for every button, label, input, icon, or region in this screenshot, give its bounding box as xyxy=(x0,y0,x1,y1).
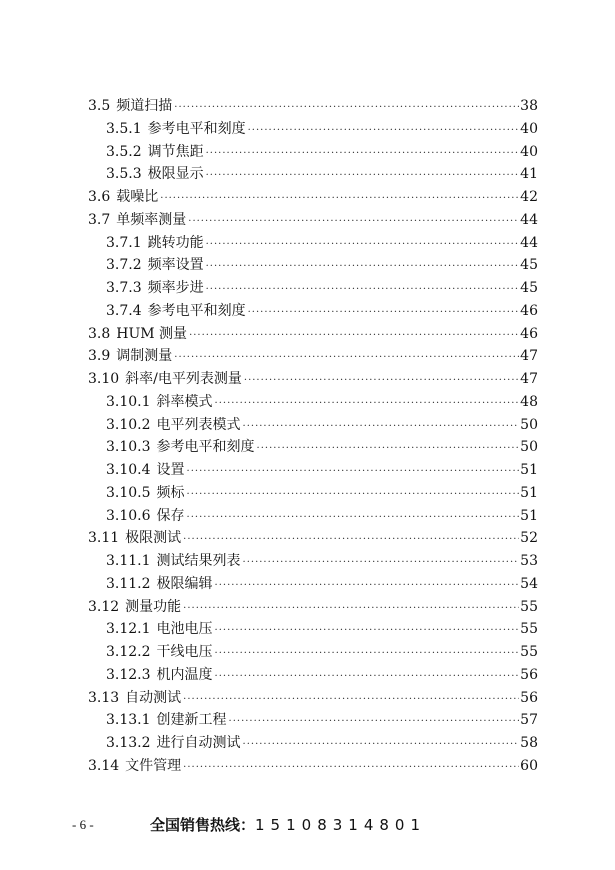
dot-leader xyxy=(243,734,520,757)
dot-leader xyxy=(215,643,520,666)
toc-entry-page: 50 xyxy=(520,416,538,433)
toc-entry-page: 50 xyxy=(520,439,538,456)
dot-leader xyxy=(215,575,520,598)
toc-entry-number: 3.5.1 xyxy=(106,120,142,137)
toc-entry-number: 3.10.1 xyxy=(106,393,151,410)
toc-entry xyxy=(88,141,538,164)
toc-entry-number: 3.7 xyxy=(88,211,111,228)
toc-entry-number: 3.10.2 xyxy=(106,416,151,433)
toc-entry-page: 60 xyxy=(520,757,538,774)
toc-entry xyxy=(88,664,538,687)
toc-entry-title: 干线电压 xyxy=(156,644,213,660)
toc-entry-page: 56 xyxy=(520,689,538,706)
toc-entry-page: 47 xyxy=(520,371,538,387)
toc-entry xyxy=(88,300,538,323)
toc-entry-page: 51 xyxy=(520,507,538,524)
dot-leader xyxy=(183,529,519,552)
toc-entry-page: 38 xyxy=(520,98,538,114)
toc-entry-title: 设置 xyxy=(156,462,185,478)
toc-entry-title: 文件管理 xyxy=(125,757,182,774)
toc-entry xyxy=(88,345,538,368)
toc-entry-number: 3.14 xyxy=(88,757,120,774)
toc-entry xyxy=(88,482,538,505)
dot-leader xyxy=(188,211,519,234)
toc-entry xyxy=(88,436,538,459)
toc-entry xyxy=(88,323,538,346)
toc-entry-page: 48 xyxy=(520,393,538,410)
page-footer xyxy=(0,815,615,835)
dot-leader xyxy=(243,552,520,575)
toc-entry-page: 40 xyxy=(520,143,538,160)
toc-entry-title: 自动测试 xyxy=(125,689,182,706)
toc-entry-number: 3.10.4 xyxy=(106,462,151,478)
toc-entry-number: 3.7.3 xyxy=(106,280,142,296)
toc-entry xyxy=(88,618,538,641)
toc-entry-page: 40 xyxy=(520,120,538,137)
toc-entry xyxy=(88,209,538,232)
toc-entry-number: 3.11.2 xyxy=(106,575,151,592)
toc-entry-title: 调制测量 xyxy=(116,348,173,365)
toc-entry xyxy=(88,732,538,755)
toc-entry-page: 46 xyxy=(520,302,538,319)
toc-entry-number: 3.5 xyxy=(88,98,111,114)
dot-leader xyxy=(243,416,520,439)
toc-entry-number: 3.9 xyxy=(88,348,111,365)
toc-entry-number: 3.12.2 xyxy=(106,644,151,660)
toc-entry-title: 机内温度 xyxy=(156,666,213,683)
dot-leader xyxy=(206,234,520,257)
toc-entry xyxy=(88,254,538,277)
dot-leader xyxy=(183,689,519,712)
toc-entry-title: 频道扫描 xyxy=(116,98,173,114)
toc-entry-page: 57 xyxy=(520,712,538,729)
toc-entry-number: 3.10.6 xyxy=(106,507,151,524)
toc-entry-title: 斜率/电平列表测量 xyxy=(125,371,242,387)
toc-entry-title: 创建新工程 xyxy=(156,712,227,729)
sales-hotline xyxy=(150,815,426,835)
toc-entry-page: 51 xyxy=(520,462,538,478)
dot-leader xyxy=(215,393,520,416)
toc-entry-title: 斜率模式 xyxy=(156,393,213,410)
dot-leader xyxy=(206,279,520,302)
toc-entry-number: 3.13.1 xyxy=(106,712,151,729)
toc-entry-number: 3.11.1 xyxy=(106,553,151,569)
toc-entry-page: 56 xyxy=(520,666,538,683)
dot-leader xyxy=(229,711,520,734)
dot-leader xyxy=(160,188,519,211)
toc-entry xyxy=(88,573,538,596)
toc-entry-title: 进行自动测试 xyxy=(156,735,241,751)
toc-entry xyxy=(88,414,538,437)
toc-entry-number: 3.10.5 xyxy=(106,484,151,501)
toc-entry xyxy=(88,95,538,118)
toc-entry-title: 极限测试 xyxy=(125,530,182,547)
dot-leader xyxy=(187,461,520,484)
dot-leader xyxy=(206,165,520,188)
page-number: - 6 - xyxy=(72,817,94,832)
toc-entry-number: 3.12.1 xyxy=(106,621,151,638)
toc-entry xyxy=(88,186,538,209)
toc-entry-number: 3.5.2 xyxy=(106,143,142,160)
toc-entry-page: 55 xyxy=(520,598,538,615)
toc-entry-page: 55 xyxy=(520,621,538,638)
toc-entry-number: 3.10 xyxy=(88,371,120,387)
hotline-number: 15108314801 xyxy=(255,816,426,834)
toc-entry xyxy=(88,596,538,619)
dot-leader xyxy=(183,757,519,780)
dot-leader xyxy=(215,620,520,643)
toc-entry xyxy=(88,505,538,528)
toc-entry-number: 3.13.2 xyxy=(106,735,151,751)
toc-entry xyxy=(88,368,538,391)
toc-entry-title: 跳转功能 xyxy=(147,234,204,251)
toc-entry-page: 42 xyxy=(520,189,538,205)
toc-entry-number: 3.11 xyxy=(88,530,120,547)
table-of-contents xyxy=(88,95,538,778)
dot-leader xyxy=(248,120,520,143)
toc-entry-number: 3.6 xyxy=(88,189,111,205)
toc-entry-title: 频率步进 xyxy=(147,280,204,296)
toc-entry-title: 极限显示 xyxy=(147,166,204,183)
toc-entry-number: 3.8 xyxy=(88,325,111,342)
dot-leader xyxy=(183,598,519,621)
dot-leader xyxy=(206,143,520,166)
toc-entry xyxy=(88,641,538,664)
toc-entry-number: 3.5.3 xyxy=(106,166,142,183)
dot-leader xyxy=(257,438,520,461)
toc-entry-number: 3.10.3 xyxy=(106,439,151,456)
dot-leader xyxy=(174,97,519,120)
toc-entry-number: 3.13 xyxy=(88,689,120,706)
dot-leader xyxy=(206,256,520,279)
toc-entry xyxy=(88,118,538,141)
toc-entry-number: 3.12 xyxy=(88,598,120,615)
toc-entry-page: 51 xyxy=(520,484,538,501)
toc-entry-page: 47 xyxy=(520,348,538,365)
toc-entry-title: HUM 测量 xyxy=(116,325,188,342)
toc-entry-page: 52 xyxy=(520,530,538,547)
toc-entry-page: 46 xyxy=(520,325,538,342)
toc-entry xyxy=(88,391,538,414)
dot-leader xyxy=(187,507,520,530)
toc-entry-title: 电平列表模式 xyxy=(156,416,241,433)
toc-entry-page: 44 xyxy=(520,211,538,228)
dot-leader xyxy=(174,347,519,370)
toc-entry-title: 频率设置 xyxy=(147,257,204,274)
hotline-label: 全国销售热线： xyxy=(150,816,256,834)
toc-entry-title: 载噪比 xyxy=(116,189,159,205)
toc-entry-number: 3.7.2 xyxy=(106,257,142,274)
toc-entry-page: 45 xyxy=(520,257,538,274)
toc-entry-page: 54 xyxy=(520,575,538,592)
toc-entry xyxy=(88,709,538,732)
toc-entry xyxy=(88,755,538,778)
toc-entry-title: 参考电平和刻度 xyxy=(156,439,255,456)
toc-entry-title: 单频率测量 xyxy=(116,211,187,228)
toc-entry-title: 参考电平和刻度 xyxy=(147,120,246,137)
toc-entry xyxy=(88,277,538,300)
toc-entry-title: 测量功能 xyxy=(125,598,182,615)
toc-entry-title: 调节焦距 xyxy=(147,143,204,160)
toc-entry-number: 3.7.4 xyxy=(106,302,142,319)
toc-entry xyxy=(88,232,538,255)
toc-entry-page: 55 xyxy=(520,644,538,660)
toc-entry-number: 3.12.3 xyxy=(106,666,151,683)
dot-leader xyxy=(215,666,520,689)
toc-entry xyxy=(88,527,538,550)
toc-entry xyxy=(88,687,538,710)
toc-entry-page: 45 xyxy=(520,280,538,296)
toc-entry xyxy=(88,550,538,573)
toc-entry-title: 参考电平和刻度 xyxy=(147,302,246,319)
toc-entry-page: 44 xyxy=(520,234,538,251)
toc-entry-page: 53 xyxy=(520,553,538,569)
toc-entry-title: 保存 xyxy=(156,507,185,524)
toc-entry-page: 58 xyxy=(520,735,538,751)
toc-entry-number: 3.7.1 xyxy=(106,234,142,251)
toc-entry xyxy=(88,459,538,482)
dot-leader xyxy=(187,484,520,507)
dot-leader xyxy=(248,302,520,325)
dot-leader xyxy=(189,325,519,348)
dot-leader xyxy=(244,370,519,393)
toc-entry-title: 电池电压 xyxy=(156,621,213,638)
toc-entry-title: 测试结果列表 xyxy=(156,553,241,569)
toc-entry-page: 41 xyxy=(520,166,538,183)
toc-entry-title: 频标 xyxy=(156,484,185,501)
toc-entry xyxy=(88,163,538,186)
toc-entry-title: 极限编辑 xyxy=(156,575,213,592)
